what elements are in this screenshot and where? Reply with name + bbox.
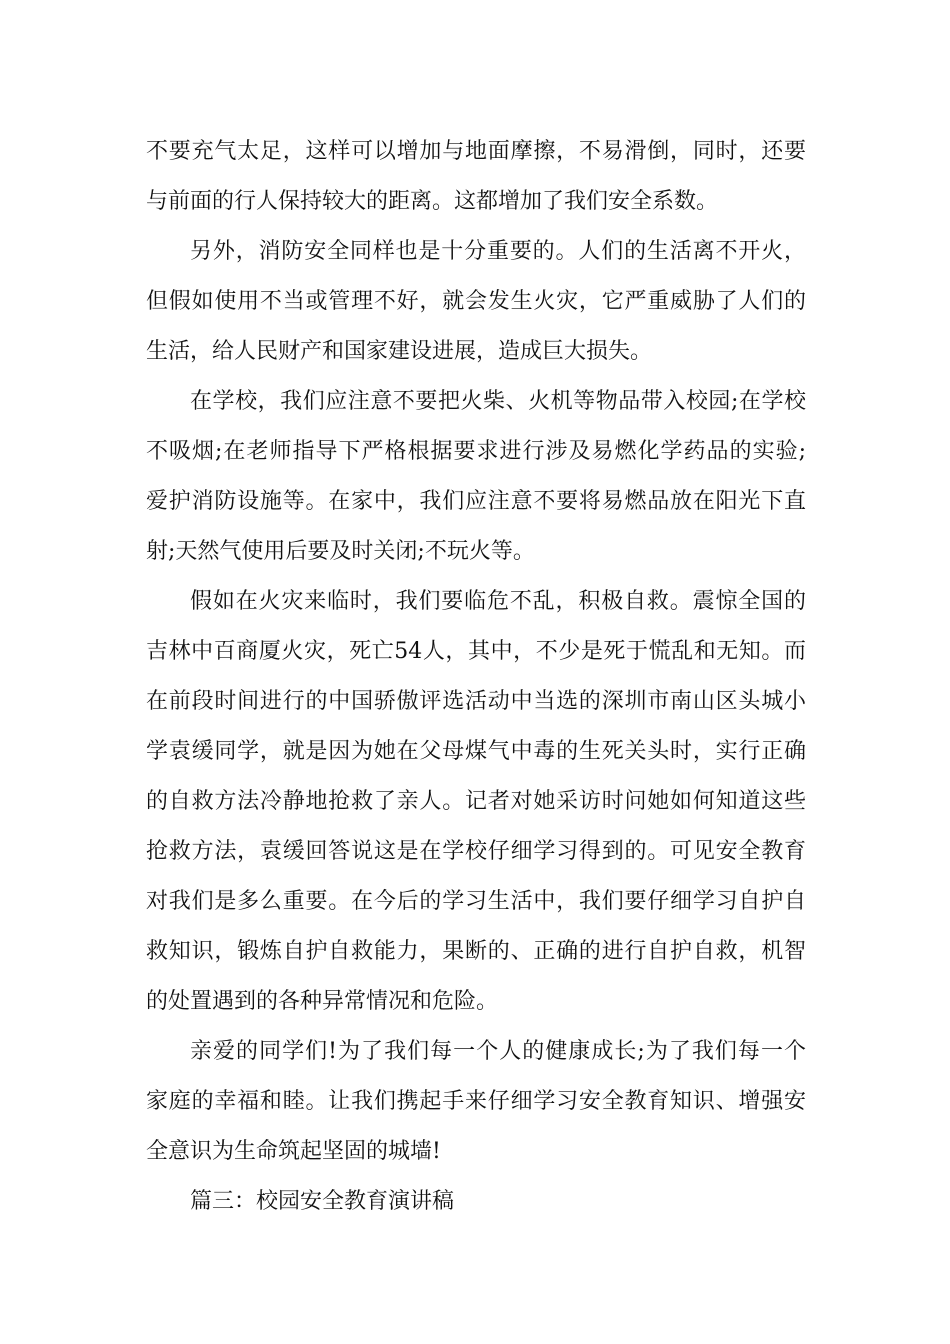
paragraph-line: 与前面的行人保持较大的距离。这都增加了我们安全系数。: [146, 189, 719, 214]
paragraph-line: 假如在火灾来临时，我们要临危不乱，积极自救。震惊全国的: [190, 589, 806, 614]
paragraph-line: 不吸烟;在老师指导下严格根据要求进行涉及易燃化学药品的实验;: [146, 439, 806, 464]
paragraph-line: 全意识为生命筑起坚固的城墙!: [146, 1139, 441, 1164]
paragraph-line: 救知识，锻炼自护自救能力，果断的、正确的进行自护自救，机智: [146, 939, 806, 964]
paragraph-line: 爱护消防设施等。在家中，我们应注意不要将易燃品放在阳光下直: [146, 489, 806, 514]
paragraph-line: 但假如使用不当或管理不好，就会发生火灾，它严重威胁了人们的: [146, 289, 806, 314]
paragraph-line: 抢救方法，袁缓回答说这是在学校仔细学习得到的。可见安全教育: [146, 839, 806, 864]
paragraph-line: 家庭的幸福和睦。让我们携起手来仔细学习安全教育知识、增强安: [146, 1089, 806, 1114]
paragraph-line: 的自救方法冷静地抢救了亲人。记者对她采访时问她如何知道这些: [146, 789, 806, 814]
paragraph-line: 的处置遇到的各种异常情况和危险。: [146, 989, 499, 1014]
paragraph-line: 学袁缓同学，就是因为她在父母煤气中毒的生死关头时，实行正确: [146, 739, 806, 764]
paragraph-line: 在前段时间进行的中国骄傲评选活动中当选的深圳市南山区头城小: [146, 689, 806, 714]
paragraph-line: 不要充气太足，这样可以增加与地面摩擦，不易滑倒，同时，还要: [146, 139, 806, 164]
section-heading: 篇三：校园安全教育演讲稿: [190, 1189, 455, 1214]
paragraph-line: 对我们是多么重要。在今后的学习生活中，我们要仔细学习自护自: [146, 889, 806, 914]
paragraph-line: 另外，消防安全同样也是十分重要的。人们的生活离不开火，: [190, 239, 806, 264]
paragraph-line: 在学校，我们应注意不要把火柴、火机等物品带入校园;在学校: [190, 389, 806, 414]
paragraph-line: 射;天然气使用后要及时关闭;不玩火等。: [146, 539, 535, 564]
paragraph-line: 生活，给人民财产和国家建设进展，造成巨大损失。: [146, 339, 653, 364]
paragraph-line: 亲爱的同学们!为了我们每一个人的健康成长;为了我们每一个: [190, 1039, 806, 1064]
paragraph-line: 吉林中百商厦火灾，死亡54人，其中，不少是死于慌乱和无知。而: [146, 639, 806, 664]
